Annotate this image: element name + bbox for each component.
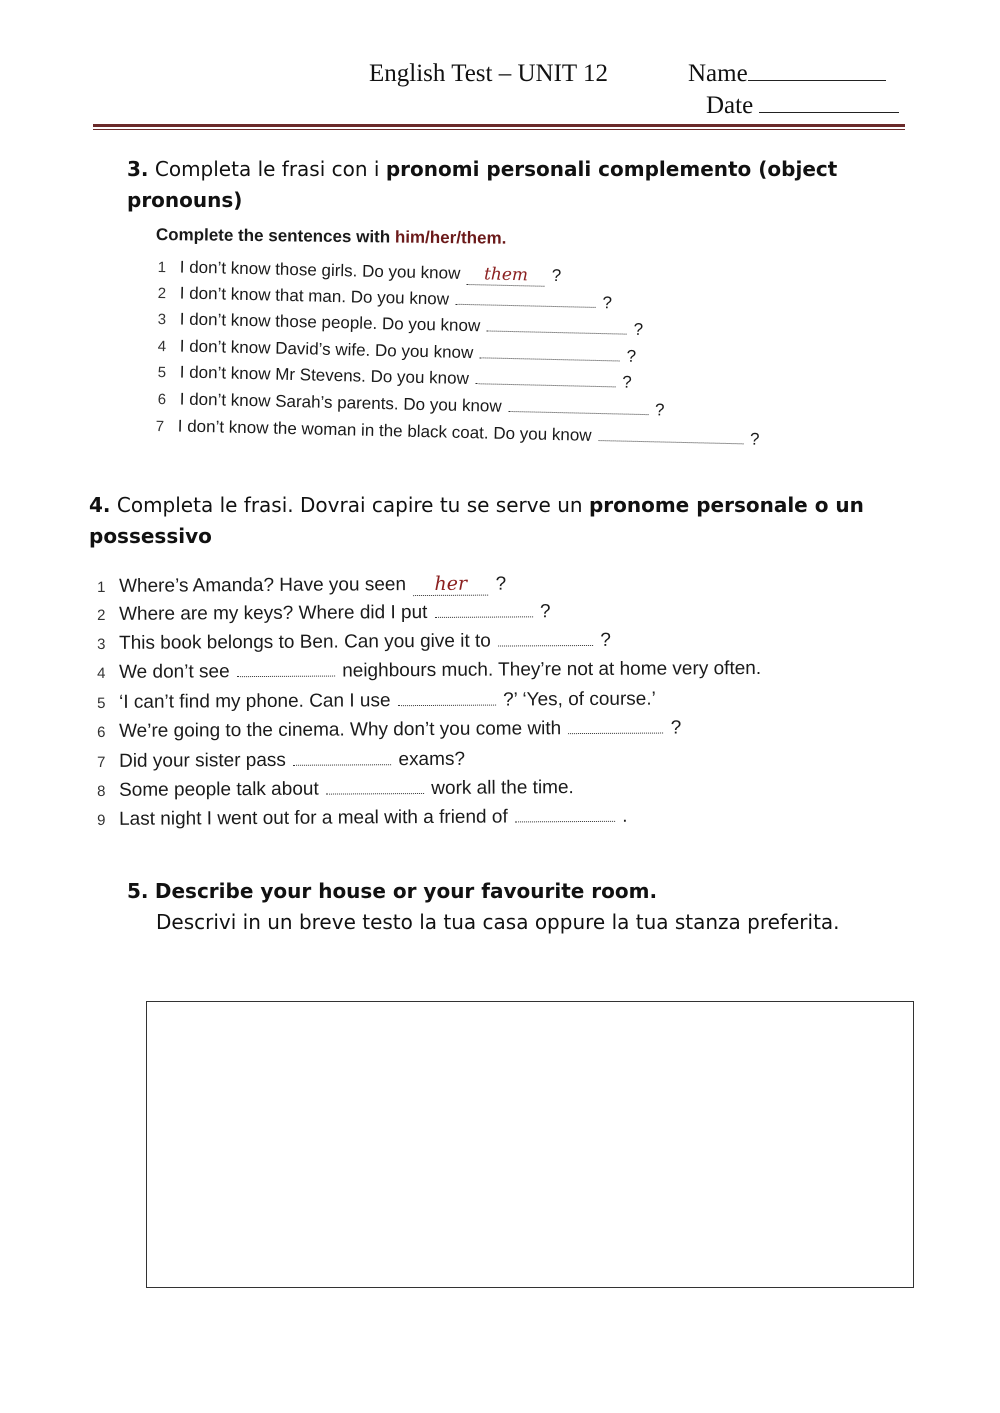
name-label: Name <box>688 60 748 87</box>
name-field[interactable] <box>688 60 886 88</box>
sentence-number: 4 <box>157 337 167 356</box>
sentence-end: ? <box>628 319 644 340</box>
exercise-4-sentence <box>97 749 465 773</box>
exercise-3-instruction <box>156 225 507 249</box>
sentence-text: I don’t know those girls. Do you know <box>179 257 466 283</box>
section-bold-text: pronomi personali complemento (object pronouns) <box>127 157 838 212</box>
exercise-3-sentence <box>158 362 632 393</box>
answer-blank[interactable] <box>456 304 596 308</box>
sentence-text: I don’t know Mr Stevens. Do you know <box>179 362 474 389</box>
answer-blank[interactable] <box>569 733 664 735</box>
sentence-end: ? <box>665 717 682 739</box>
answer-blank[interactable]: her <box>413 573 488 596</box>
exercise-4-sentence <box>97 777 574 802</box>
answer-blank[interactable] <box>475 383 615 387</box>
answer-blank[interactable] <box>508 411 648 415</box>
sentence-text: Where’s Amanda? Have you seen <box>119 574 412 597</box>
section-number: 4. <box>89 493 111 517</box>
section-description: Descrivi in un breve testo la tua casa oppure la tua stanza preferita. <box>156 910 840 934</box>
answer-blank[interactable]: them <box>467 264 545 287</box>
exercise-4-sentence <box>97 658 761 684</box>
section-4-heading <box>89 490 904 552</box>
name-blank[interactable] <box>748 76 886 81</box>
sentence-end: . <box>616 805 628 827</box>
sentence-number: 5 <box>97 694 106 712</box>
sentence-text: I don’t know those people. Do you know <box>179 309 486 336</box>
answer-blank[interactable] <box>398 705 496 707</box>
exercise-4-sentence <box>97 573 506 598</box>
sentence-end: ? <box>546 265 562 286</box>
section-title: Describe your house or your favourite room. <box>154 879 658 903</box>
answer-blank[interactable] <box>487 330 627 334</box>
sentence-text: We don’t see <box>118 661 235 683</box>
section-5-heading <box>127 876 905 938</box>
sentence-number: 3 <box>157 310 167 329</box>
sentence-end: work all the time. <box>425 777 574 799</box>
sentence-end: ? <box>621 346 637 366</box>
sentence-end: ? <box>595 629 612 651</box>
date-label: Date <box>706 92 754 119</box>
sentence-end: ? <box>650 400 665 420</box>
sentence-number: 2 <box>97 606 106 624</box>
sentence-number: 6 <box>97 723 106 741</box>
sentence-text: ‘I can’t find my phone. Can I use <box>118 690 396 713</box>
sentence-text: I don’t know the woman in the black coat. Do you know <box>177 416 597 445</box>
section-text: Completa le frasi con i <box>154 157 386 181</box>
answer-blank[interactable] <box>598 440 743 444</box>
sentence-number: 1 <box>157 258 167 277</box>
exercise-3-sentence <box>158 257 562 287</box>
exercise-4-sentence <box>97 717 681 743</box>
answer-blank[interactable] <box>326 793 424 795</box>
writing-area[interactable] <box>146 1001 914 1288</box>
sentence-text: I don’t know David’s wife. Do you know <box>179 336 479 363</box>
sentence-text: Where are my keys? Where did I put <box>118 601 433 625</box>
sentence-number: 8 <box>97 782 106 800</box>
exercise-3-sentence <box>158 336 637 367</box>
section-3-heading <box>127 154 907 216</box>
instruction-emphasis: him/her/them. <box>394 227 507 248</box>
header-rule <box>93 124 905 127</box>
exercise-4-sentence <box>97 630 611 655</box>
exercise-3-sentence <box>158 283 613 313</box>
sentence-number: 2 <box>157 284 167 303</box>
answer-blank[interactable] <box>293 764 391 766</box>
sentence-text: Some people talk about <box>118 778 325 801</box>
header-rule-thin <box>93 129 905 130</box>
answer-blank[interactable] <box>435 616 533 618</box>
section-text: Completa le frasi. Dovrai capire tu se serve un <box>116 493 589 517</box>
section-bold-text: pronome personale o un possessivo <box>89 493 864 548</box>
section-number: 3. <box>127 157 149 181</box>
sentence-text: I don’t know that man. Do you know <box>179 283 454 309</box>
sentence-end: exams? <box>393 748 466 771</box>
sentence-text: This book belongs to Ben. Can you give it to <box>118 630 497 654</box>
sentence-end: neighbours much. They’re not at home very often. <box>336 657 762 682</box>
sentence-text: Last night I went out for a meal with a friend of <box>118 806 514 830</box>
sentence-end: ? <box>745 429 760 449</box>
exercise-4-sentence <box>97 601 551 626</box>
sentence-number: 4 <box>97 664 106 682</box>
exercise-4-sentence <box>97 689 656 714</box>
test-title: English Test – UNIT 12 <box>369 60 608 87</box>
section-number: 5. <box>127 879 149 903</box>
date-blank[interactable] <box>759 108 899 113</box>
sentence-end: ?’ ‘Yes, of course.’ <box>497 688 656 711</box>
sentence-end: ? <box>490 573 507 595</box>
exercise-3-sentence <box>158 309 644 340</box>
sentence-text: Did your sister pass <box>118 749 292 772</box>
sentence-text: We’re going to the cinema. Why don’t you come with <box>118 718 567 742</box>
sentence-number: 1 <box>97 578 106 596</box>
answer-blank[interactable] <box>515 821 615 823</box>
date-field[interactable] <box>706 92 899 120</box>
exercise-4-sentence <box>97 806 628 831</box>
sentence-number: 7 <box>155 417 165 436</box>
answer-blank[interactable] <box>480 357 620 361</box>
answer-blank[interactable] <box>498 645 593 647</box>
sentence-end: ? <box>617 372 632 392</box>
sentence-number: 6 <box>157 390 167 409</box>
sentence-number: 9 <box>97 811 106 829</box>
exercise-3-sentence <box>156 416 760 450</box>
sentence-end: ? <box>534 601 551 623</box>
sentence-number: 3 <box>97 635 106 653</box>
instruction-text: Complete the sentences with <box>155 225 395 247</box>
exercise-3-sentence <box>158 389 665 420</box>
sentence-end: ? <box>597 292 613 313</box>
sentence-text: I don’t know Sarah’s parents. Do you know <box>179 389 507 416</box>
sentence-number: 7 <box>97 753 106 771</box>
answer-blank[interactable] <box>237 676 335 678</box>
sentence-number: 5 <box>157 363 167 382</box>
